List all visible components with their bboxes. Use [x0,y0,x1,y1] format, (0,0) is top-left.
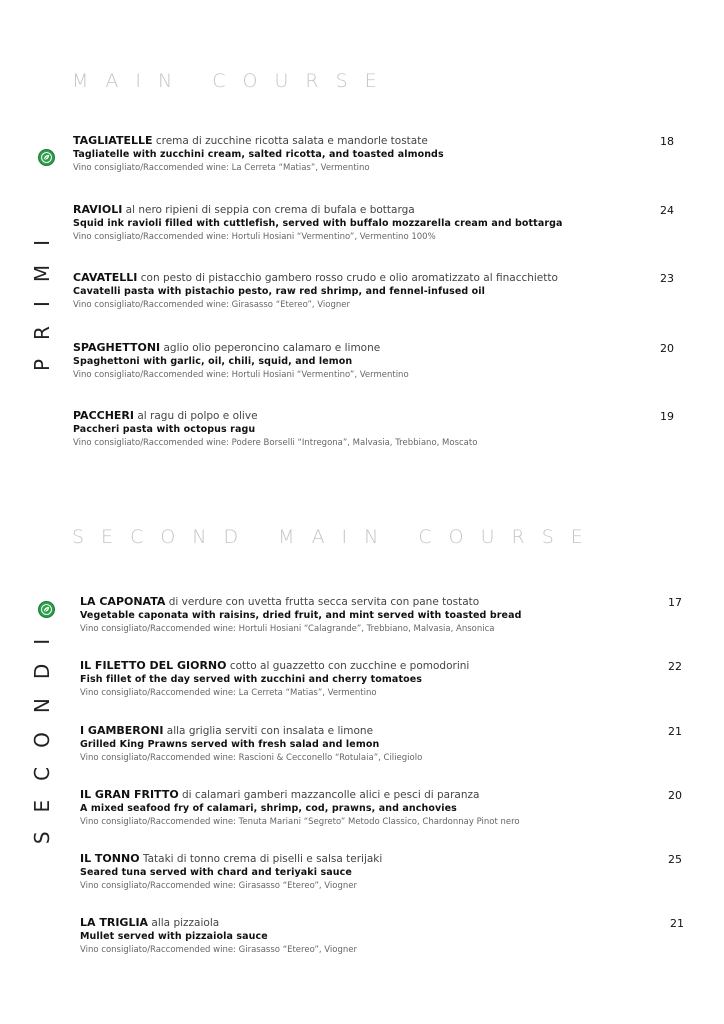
wine-pairing: Vino consigliato/Raccomended wine: Girasasso “Etereo”, Viogner [80,945,357,955]
wine-pairing: Vino consigliato/Raccomended wine: Podere Borselli “Intregona”, Malvasia, Trebbiano, Moscato [73,438,478,448]
main-course-title: MAIN COURSE [72,70,394,92]
dish-italian-description: aglio olio peperoncino calamaro e limone [163,342,381,354]
dish-price: 25 [668,853,682,866]
primi-vertical-label: PRIMI [30,221,54,372]
dish-tagliatelle [73,134,444,175]
dish-italian-description: di verdure con uvetta frutta secca servita con pane tostato [168,596,480,608]
dish-italian-description: crema di zucchine ricotta salata e mandorle tostate [155,135,428,147]
dish-english-description: Mullet served with pizzaiola sauce [80,931,268,942]
dish-italian-description: cotto al guazzetto con zucchine e pomodorini [229,660,470,672]
dish-gamberoni [80,724,422,765]
dish-price: 19 [660,410,674,423]
wine-pairing: Vino consigliato/Raccomended wine: Hortuli Hosiani “Calagrande”, Trebbiano, Malvasia, Ansonica [80,624,495,634]
vegetarian-leaf-icon [38,149,55,166]
dish-english-description: Paccheri pasta with octopus ragu [73,424,256,435]
dish-italian-description: al nero ripieni di seppia con crema di bufala e bottarga [125,204,415,216]
dish-english-description: Spaghettoni with garlic, oil, chili, squid, and lemon [73,356,353,367]
dish-name: IL GRAN FRITTO [80,788,179,801]
dish-price: 21 [668,725,682,738]
dish-english-description: Seared tuna served with chard and teriyaki sauce [80,867,352,878]
dish-price: 20 [660,342,674,355]
wine-pairing: Vino consigliato/Raccomended wine: La Cerreta “Matias”, Vermentino [80,688,377,698]
dish-price: 24 [660,204,674,217]
dish-name: LA CAPONATA [80,595,166,608]
dish-price: 23 [660,272,674,285]
wine-pairing: Vino consigliato/Raccomended wine: Rascioni & Cecconello “Rotulaia”, Ciliegiolo [80,753,423,763]
dish-price: 22 [668,660,682,673]
dish-name: I GAMBERONI [80,724,164,737]
dish-italian-description: di calamari gamberi mazzancolle alici e pesci di paranza [182,789,480,801]
dish-price: 20 [668,789,682,802]
dish-price: 18 [660,135,674,148]
dish-italian-description: alla griglia serviti con insalata e limone [166,725,374,737]
dish-name: IL TONNO [80,852,140,865]
dish-name: SPAGHETTONI [73,341,161,354]
wine-pairing: Vino consigliato/Raccomended wine: La Cerreta “Matias”, Vermentino [73,163,370,173]
dish-name: PACCHERI [73,409,134,422]
wine-pairing: Vino consigliato/Raccomended wine: Girasasso “Etereo”, Viogner [80,881,357,891]
dish-caponata [80,595,522,636]
dish-gran-fritto [80,788,520,829]
dish-price: 17 [668,596,682,609]
dish-english-description: Tagliatelle with zucchini cream, salted ricotta, and toasted almonds [73,149,444,160]
secondi-vertical-label: SECONDI [30,619,54,845]
dish-paccheri [73,409,477,450]
dish-english-description: Squid ink ravioli filled with cuttlefish, served with buffalo mozzarella cream and bottarga [73,218,563,229]
dish-name: RAVIOLI [73,203,123,216]
dish-italian-description: alla pizzaiola [151,917,220,929]
dish-name: TAGLIATELLE [73,134,153,147]
dish-english-description: Fish fillet of the day served with zucchini and cherry tomatoes [80,674,423,685]
wine-pairing: Vino consigliato/Raccomended wine: Hortuli Hosiani “Vermentino”, Vermentino 100% [73,232,436,242]
dish-triglia [80,916,357,957]
dish-english-description: Grilled King Prawns served with fresh salad and lemon [80,739,380,750]
wine-pairing: Vino consigliato/Raccomended wine: Hortuli Hosiani “Vermentino”, Vermentino [73,370,409,380]
dish-italian-description: con pesto di pistacchio gambero rosso crudo e olio aromatizzato al finacchietto [140,272,558,284]
dish-name: IL FILETTO DEL GIORNO [80,659,227,672]
dish-tonno [80,852,382,893]
dish-english-description: Cavatelli pasta with pistachio pesto, raw red shrimp, and fennel-infused oil [73,286,486,297]
wine-pairing: Vino consigliato/Raccomended wine: Tenuta Mariani “Segreto” Metodo Classico, Chardonnay Pinot nero [80,817,520,827]
dish-ravioli [73,203,563,244]
dish-cavatelli [73,271,558,312]
dish-italian-description: Tataki di tonno crema di piselli e salsa terijaki [142,853,383,865]
dish-name: LA TRIGLIA [80,916,149,929]
dish-spaghettoni [73,341,409,382]
dish-italian-description: al ragu di polpo e olive [137,410,258,422]
dish-english-description: A mixed seafood fry of calamari, shrimp, cod, prawns, and anchovies [80,803,457,814]
dish-price: 21 [670,917,684,930]
dish-filetto-del-giorno [80,659,469,700]
vegetarian-leaf-icon [38,601,55,618]
second-main-course-title: SECOND MAIN COURSE [72,526,600,548]
wine-pairing: Vino consigliato/Raccomended wine: Girasasso “Etereo”, Viogner [73,300,350,310]
dish-english-description: Vegetable caponata with raisins, dried fruit, and mint served with toasted bread [80,610,522,621]
dish-name: CAVATELLI [73,271,138,284]
